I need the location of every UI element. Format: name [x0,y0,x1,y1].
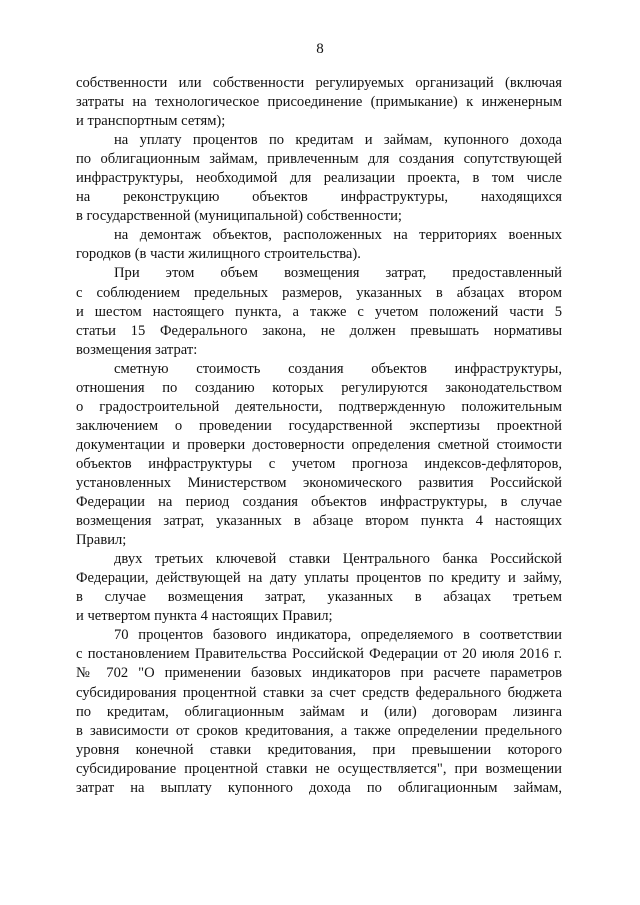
text-line: документации и проверки достоверности определения сметной стоимости [76,436,562,453]
text-line: возмещения затрат: [76,341,198,358]
text-line: Правил; [76,532,127,549]
text-line: двух третьих ключевой ставки Центрального банка Российской [114,551,562,568]
text-line: статьи 15 Федерального закона, не должен превышать нормативы [76,322,562,339]
text-line: субсидирование процентной ставки не осуществляется", при возмещении [76,760,562,777]
text-line: субсидирования процентной ставки за счет средств федерального бюджета [76,684,562,701]
text-line: отношения по созданию которых регулируются законодательством [76,379,562,396]
text-line: и шестом настоящего пункта, а также с учетом положений части 5 [76,303,562,320]
text-line: объектов инфраструктуры с учетом прогноза индексов-дефляторов, [76,455,562,472]
text-line: Федерации на период создания объектов инфраструктуры, в случае [76,494,562,511]
text-line: с постановлением Правительства Российской Федерации от 20 июля 2016 г. [76,646,562,663]
text-line: затрат на выплату купонного дохода по облигационным займам, [76,779,562,796]
text-line: на демонтаж объектов, расположенных на территориях военных [114,227,562,244]
document-body [76,74,562,798]
text-line: в государственной (муниципальной) собственности; [76,208,402,225]
text-line: на уплату процентов по кредитам и займам, купонного дохода [114,132,562,149]
text-line: № 702 "О применении базовых индикаторов при расчете параметров [76,665,562,682]
text-line: по облигационным займам, привлеченным для создания сопутствующей [76,151,562,168]
text-line: городков (в части жилищного строительства). [76,246,361,263]
text-line: установленных Министерством экономического развития Российской [76,474,562,491]
text-line: по кредитам, облигационным займам и (или) договорам лизинга [76,703,562,720]
text-line: уровня конечной ставки кредитования, при превышении которого [76,741,562,758]
text-line: в зависимости от сроков кредитования, а также определении предельного [76,722,562,739]
text-line: 70 процентов базового индикатора, определяемого в соответствии [114,627,562,644]
text-line: с соблюдением предельных размеров, указанных в абзацах втором [76,284,562,301]
text-line: Федерации, действующей на дату уплаты процентов по кредиту и займу, [76,570,562,587]
text-line: возмещения затрат, указанных в абзаце втором пункта 4 настоящих [76,513,562,530]
text-line: При этом объем возмещения затрат, предоставленный [114,265,562,282]
text-line: заключением о проведении государственной экспертизы проектной [76,417,562,434]
text-line: и четвертом пункта 4 настоящих Правил; [76,608,333,625]
text-line: затраты на технологическое присоединение (примыкание) к инженерным [76,94,562,111]
page-number: 8 [316,41,324,57]
text-line: собственности или собственности регулируемых организаций (включая [76,75,562,91]
text-line: в случае возмещения затрат, указанных в абзацах третьем [76,589,562,606]
text-line: о градостроительной деятельности, подтвержденную положительным [76,398,562,415]
text-line: инфраструктуры, необходимой для реализации проекта, в том числе [76,170,562,187]
text-line: на реконструкцию объектов инфраструктуры, находящихся [76,189,562,206]
text-line: сметную стоимость создания объектов инфраструктуры, [114,360,562,377]
text-line: и транспортным сетям); [76,113,226,130]
